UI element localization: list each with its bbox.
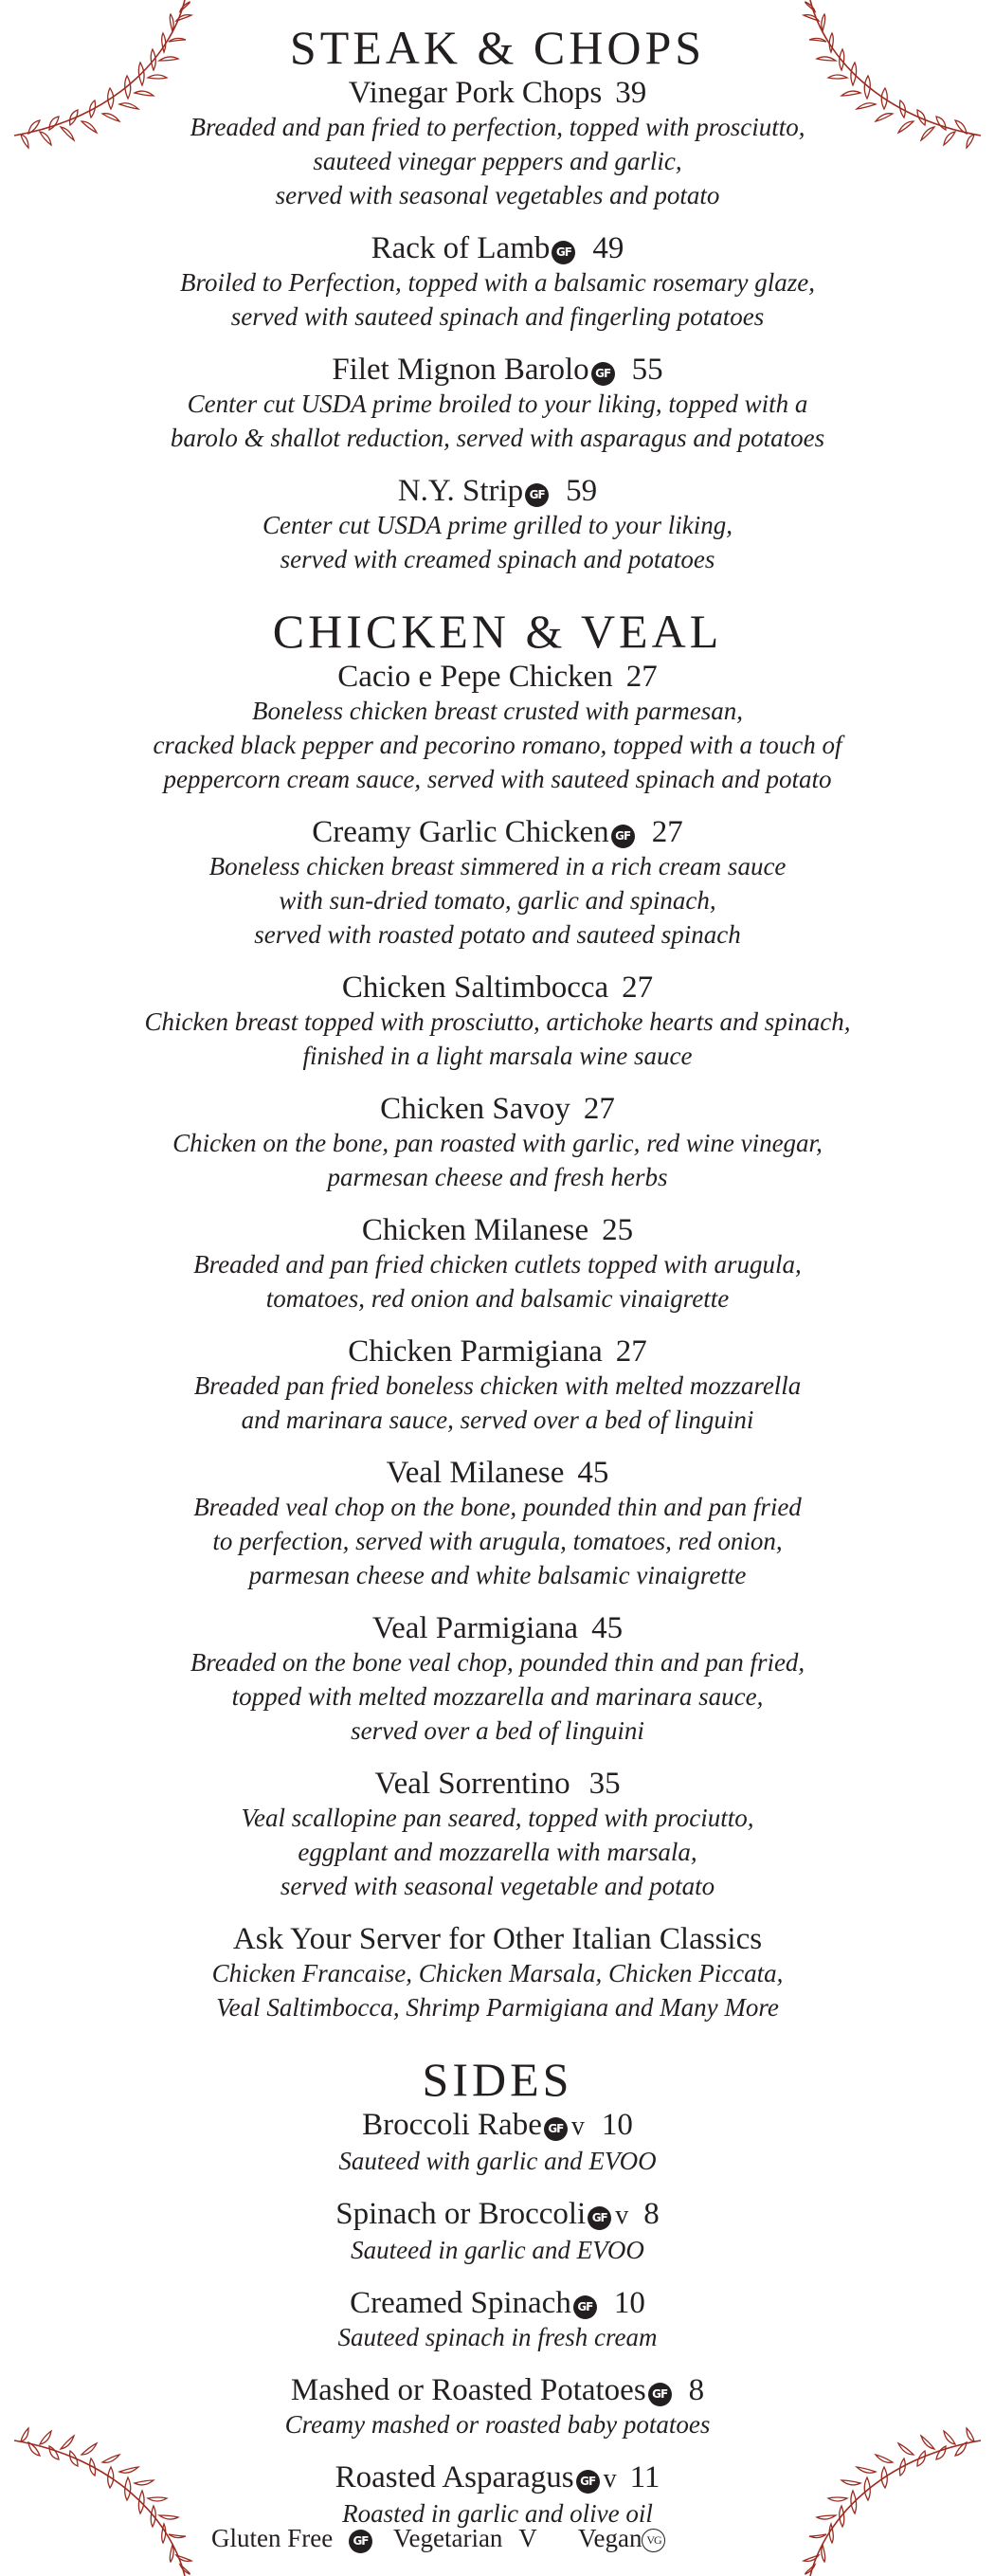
- gluten-free-badge-icon: GF: [611, 825, 635, 848]
- item-name: Ask Your Server for Other Italian Classics: [232, 1922, 763, 1956]
- item-price: 10: [613, 2286, 645, 2320]
- item-price: 39: [615, 76, 647, 110]
- desc-line: eggplant and mozzarella with marsala,: [298, 1838, 697, 1866]
- menu-item: [0, 2108, 995, 2178]
- item-name: Spinach or Broccoli: [335, 2197, 587, 2231]
- section-heading: SIDES: [422, 2053, 573, 2106]
- desc-line: Center cut USDA prime broiled to your liking, topped with a: [187, 390, 808, 418]
- gluten-free-badge-icon: GF: [576, 2470, 600, 2494]
- item-title: [0, 1767, 995, 1801]
- desc-line: Boneless chicken breast crusted with parmesan,: [252, 697, 743, 725]
- desc-line: Breaded veal chop on the bone, pounded thin and pan fried: [193, 1493, 802, 1521]
- desc-line: Sauteed with garlic and EVOO: [338, 2147, 657, 2175]
- item-name: Rack of Lamb: [371, 231, 551, 265]
- desc-line: tomatoes, red onion and balsamic vinaigrette: [265, 1284, 730, 1313]
- item-name: Veal Sorrentino: [374, 1767, 570, 1801]
- item-price: 25: [602, 1213, 634, 1247]
- item-title: [0, 815, 995, 849]
- item-name: Chicken Milanese: [361, 1213, 589, 1247]
- desc-line: Veal scallopine pan seared, topped with prociutto,: [241, 1804, 754, 1832]
- menu-item: [0, 2460, 995, 2531]
- item-description: [0, 1801, 995, 1903]
- item-name: N.Y. Strip: [397, 474, 524, 508]
- desc-line: Breaded and pan fried to perfection, topped with prosciutto,: [190, 113, 805, 141]
- desc-line: Center cut USDA prime grilled to your liking,: [262, 511, 733, 539]
- item-name: Veal Milanese: [386, 1456, 565, 1490]
- item-title: [0, 2373, 995, 2407]
- item-description: [0, 2144, 995, 2178]
- gluten-free-badge-icon: GF: [552, 241, 575, 264]
- item-price: 27: [625, 660, 658, 694]
- legend-vegetarian: [393, 2521, 537, 2555]
- item-name: Chicken Savoy: [380, 1092, 570, 1126]
- menu-item: [0, 2197, 995, 2267]
- menu-item: [0, 2286, 995, 2354]
- desc-line: Breaded on the bone veal chop, pounded thin and pan fried,: [190, 1648, 805, 1677]
- item-name: Broccoli Rabe: [362, 2108, 542, 2142]
- item-name: Cacio e Pepe Chicken: [337, 660, 613, 694]
- menu-item: [0, 76, 995, 212]
- desc-line: parmesan cheese and white balsamic vinaigrette: [248, 1561, 747, 1589]
- gluten-free-badge-icon: GF: [648, 2383, 672, 2406]
- item-description: [0, 265, 995, 334]
- item-title: [0, 353, 995, 387]
- item-title: [0, 2197, 995, 2233]
- item-title: [0, 1092, 995, 1126]
- menu-item: [0, 815, 995, 952]
- desc-line: topped with melted mozzarella and marinara sauce,: [231, 1682, 764, 1711]
- desc-line: Chicken breast topped with prosciutto, artichoke hearts and spinach,: [144, 1007, 851, 1036]
- item-description: [0, 1247, 995, 1315]
- item-description: [0, 2407, 995, 2441]
- item-price: 10: [601, 2108, 633, 2142]
- desc-line: Roasted in garlic and olive oil: [342, 2499, 653, 2528]
- item-title: [0, 231, 995, 265]
- item-description: [0, 1126, 995, 1194]
- desc-line: parmesan cheese and fresh herbs: [327, 1163, 668, 1191]
- section-steak-chops: [0, 21, 995, 576]
- item-price: 27: [615, 1334, 647, 1369]
- menu-item: [0, 1334, 995, 1437]
- item-name: Chicken Parmigiana: [348, 1334, 603, 1369]
- menu-item: [0, 971, 995, 1073]
- desc-line: barolo & shallot reduction, served with asparagus and potatoes: [170, 424, 825, 452]
- desc-line: Breaded and pan fried chicken cutlets topped with arugula,: [193, 1250, 802, 1279]
- item-price: 35: [588, 1767, 621, 1801]
- gluten-free-badge-icon: GF: [349, 2530, 372, 2553]
- item-price: 8: [643, 2197, 660, 2231]
- menu-item: [0, 1092, 995, 1194]
- desc-line: Sauteed in garlic and EVOO: [351, 2236, 644, 2264]
- desc-line: peppercorn cream sauce, served with sauteed spinach and potato: [163, 765, 832, 793]
- desc-line: sauteed vinegar peppers and garlic,: [313, 147, 682, 175]
- item-title: [0, 2286, 995, 2320]
- item-title: [0, 474, 995, 508]
- menu-item: [0, 231, 995, 334]
- item-price: 8: [688, 2373, 705, 2407]
- menu-item: [0, 1456, 995, 1592]
- item-description: [0, 1956, 995, 2024]
- item-description: [0, 1645, 995, 1748]
- menu-item: [0, 1611, 995, 1748]
- menu-item: [0, 1767, 995, 1903]
- item-description: [0, 1005, 995, 1073]
- item-price: 27: [622, 971, 654, 1005]
- item-description: [0, 1490, 995, 1592]
- vegan-badge-icon: VG: [642, 2529, 665, 2552]
- item-name: Mashed or Roasted Potatoes: [290, 2373, 646, 2407]
- legend-gluten-free: [211, 2521, 372, 2555]
- item-title: [0, 1922, 995, 1956]
- desc-line: to perfection, served with arugula, tomatoes, red onion,: [212, 1527, 783, 1555]
- desc-line: served with seasonal vegetables and potato: [275, 181, 720, 209]
- dietary-legend: [0, 2521, 995, 2555]
- item-description: [0, 849, 995, 952]
- item-description: [0, 387, 995, 455]
- item-title: [0, 1611, 995, 1645]
- item-description: [0, 694, 995, 796]
- desc-line: served with creamed spinach and potatoes: [280, 545, 715, 573]
- item-price: 27: [651, 815, 683, 849]
- item-description: [0, 2233, 995, 2267]
- item-title: [0, 1456, 995, 1490]
- desc-line: served with sauteed spinach and fingerling potatoes: [230, 302, 765, 331]
- menu-item: [0, 1213, 995, 1315]
- legend-label: Vegetarian: [393, 2524, 503, 2552]
- desc-line: Creamy mashed or roasted baby potatoes: [284, 2410, 711, 2439]
- desc-line: with sun-dried tomato, garlic and spinach,: [279, 886, 716, 915]
- item-description: [0, 508, 995, 576]
- legend-vegan: [578, 2521, 665, 2555]
- desc-line: cracked black pepper and pecorino romano, topped with a touch of: [153, 731, 842, 759]
- item-title: [0, 76, 995, 110]
- item-name: Vinegar Pork Chops: [348, 76, 603, 110]
- item-name: Roasted Asparagus: [335, 2460, 574, 2494]
- item-name: Creamy Garlic Chicken: [312, 815, 609, 849]
- desc-line: Breaded pan fried boneless chicken with melted mozzarella: [193, 1371, 802, 1400]
- item-price: 27: [583, 1092, 615, 1126]
- other-classics-note: [0, 1922, 995, 2024]
- item-price: 55: [631, 353, 663, 387]
- desc-line: finished in a light marsala wine sauce: [302, 1042, 693, 1070]
- gluten-free-badge-icon: GF: [588, 2206, 611, 2230]
- legend-label: Gluten Free: [211, 2524, 334, 2552]
- item-price: 59: [566, 474, 598, 508]
- item-price: 45: [577, 1456, 609, 1490]
- gluten-free-badge-icon: GF: [525, 483, 549, 507]
- menu-item: [0, 2373, 995, 2441]
- item-title: [0, 1213, 995, 1247]
- menu-item: [0, 353, 995, 455]
- desc-line: served with seasonal vegetable and potato: [280, 1872, 715, 1900]
- vegetarian-badge-icon: v: [615, 2201, 629, 2230]
- menu-item: [0, 474, 995, 576]
- section-heading: CHICKEN & VEAL: [272, 605, 723, 658]
- desc-line: Veal Saltimbocca, Shrimp Parmigiana and Many More: [216, 1993, 779, 2022]
- section-sides: [0, 2053, 995, 2531]
- item-description: [0, 1369, 995, 1437]
- desc-line: served over a bed of linguini: [351, 1716, 644, 1745]
- gluten-free-badge-icon: GF: [591, 362, 615, 386]
- item-description: [0, 110, 995, 212]
- vegetarian-badge-icon: V: [518, 2524, 537, 2552]
- item-price: 49: [592, 231, 624, 265]
- vegetarian-badge-icon: v: [603, 2464, 617, 2494]
- gluten-free-badge-icon: GF: [544, 2117, 568, 2141]
- item-name: Chicken Saltimbocca: [341, 971, 609, 1005]
- section-heading: STEAK & CHOPS: [289, 21, 706, 74]
- item-title: [0, 971, 995, 1005]
- desc-line: served with roasted potato and sauteed spinach: [254, 920, 741, 949]
- legend-label: Vegan: [578, 2524, 642, 2552]
- desc-line: Chicken Francaise, Chicken Marsala, Chicken Piccata,: [211, 1959, 784, 1987]
- item-title: [0, 2460, 995, 2496]
- gluten-free-badge-icon: GF: [573, 2295, 597, 2319]
- item-title: [0, 1334, 995, 1369]
- menu-item: [0, 660, 995, 796]
- desc-line: Broiled to Perfection, topped with a balsamic rosemary glaze,: [180, 268, 815, 297]
- item-title: [0, 660, 995, 694]
- desc-line: Boneless chicken breast simmered in a rich cream sauce: [208, 852, 787, 880]
- item-name: Creamed Spinach: [350, 2286, 571, 2320]
- desc-line: Sauteed spinach in fresh cream: [337, 2323, 658, 2351]
- item-name: Filet Mignon Barolo: [332, 353, 589, 387]
- desc-line: Chicken on the bone, pan roasted with garlic, red wine vinegar,: [172, 1129, 823, 1157]
- item-name: Veal Parmigiana: [371, 1611, 579, 1645]
- item-title: [0, 2108, 995, 2144]
- section-chicken-veal: [0, 605, 995, 2024]
- item-description: [0, 2320, 995, 2354]
- desc-line: and marinara sauce, served over a bed of linguini: [241, 1406, 754, 1434]
- item-price: 11: [629, 2460, 660, 2494]
- item-price: 45: [591, 1611, 624, 1645]
- vegetarian-badge-icon: v: [570, 2112, 585, 2141]
